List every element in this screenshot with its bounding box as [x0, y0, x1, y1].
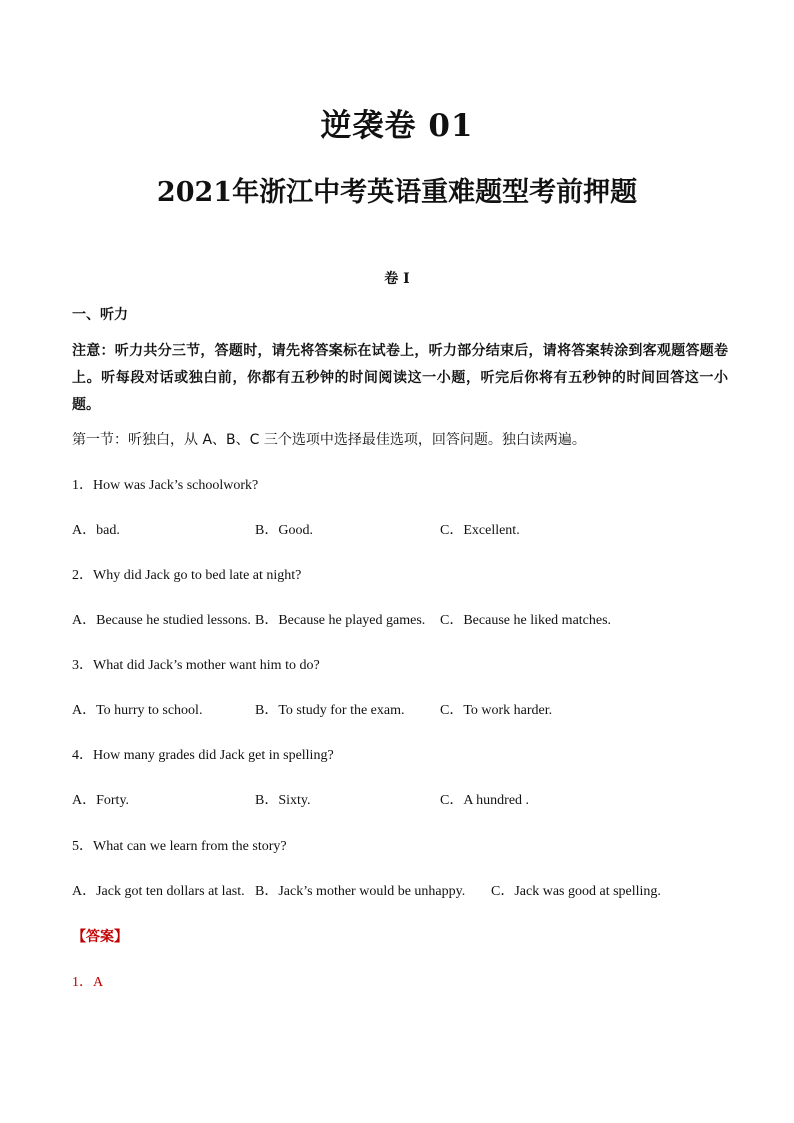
question-1: 1．How was Jack’s schoolwork? [72, 478, 259, 493]
page-subtitle: 2021年浙江中考英语重难题型考前押题 [156, 177, 638, 208]
option-a: A．bad. [72, 523, 120, 538]
answer-item: 1．A [72, 975, 104, 990]
option-c: C．A hundred . [440, 793, 530, 808]
option-c: C．To work harder. [440, 703, 553, 718]
question-3: 3．What did Jack’s mother want him to do? [72, 658, 320, 673]
question-4: 4．How many grades did Jack get in spelling? [72, 748, 334, 763]
option-c: C．Because he liked matches. [440, 613, 612, 628]
option-b: B．Because he played games. [255, 613, 426, 628]
notice-paragraph: 注意：听力共分三节，答题时，请先将答案标在试卷上，听力部分结束后，请将答案转涂到客观题答题卷上。听每段对话或独白前，你都有五秒钟的时间阅读这一小题，听完后你将有五秒钟的时间回答这一小题。 [72, 343, 728, 413]
option-a: A．To hurry to school. [72, 703, 203, 718]
option-a: A．Because he studied lessons. [72, 613, 251, 628]
instruction-text: 第一节：听独白，从 A、B、C 三个选项中选择最佳选项，回答问题。独白读两遍。 [72, 432, 586, 448]
option-c: C．Excellent. [440, 523, 520, 538]
option-a: A．Jack got ten dollars at last. [72, 884, 245, 899]
question-2: 2．Why did Jack go to bed late at night? [72, 568, 302, 583]
option-b: B．Sixty. [255, 793, 311, 808]
page-title: 逆袭卷 01 [320, 108, 474, 144]
option-c: C．Jack was good at spelling. [491, 884, 661, 899]
option-b: B．Jack’s mother would be unhappy. [255, 884, 466, 899]
option-b: B．To study for the exam. [255, 703, 405, 718]
question-5: 5．What can we learn from the story? [72, 839, 287, 854]
option-a: A．Forty. [72, 793, 130, 808]
option-b: B．Good. [255, 523, 313, 538]
answer-heading: 【答案】 [72, 929, 128, 945]
section-heading: 卷 I [384, 271, 410, 287]
part-heading: 一、听力 [72, 307, 128, 323]
